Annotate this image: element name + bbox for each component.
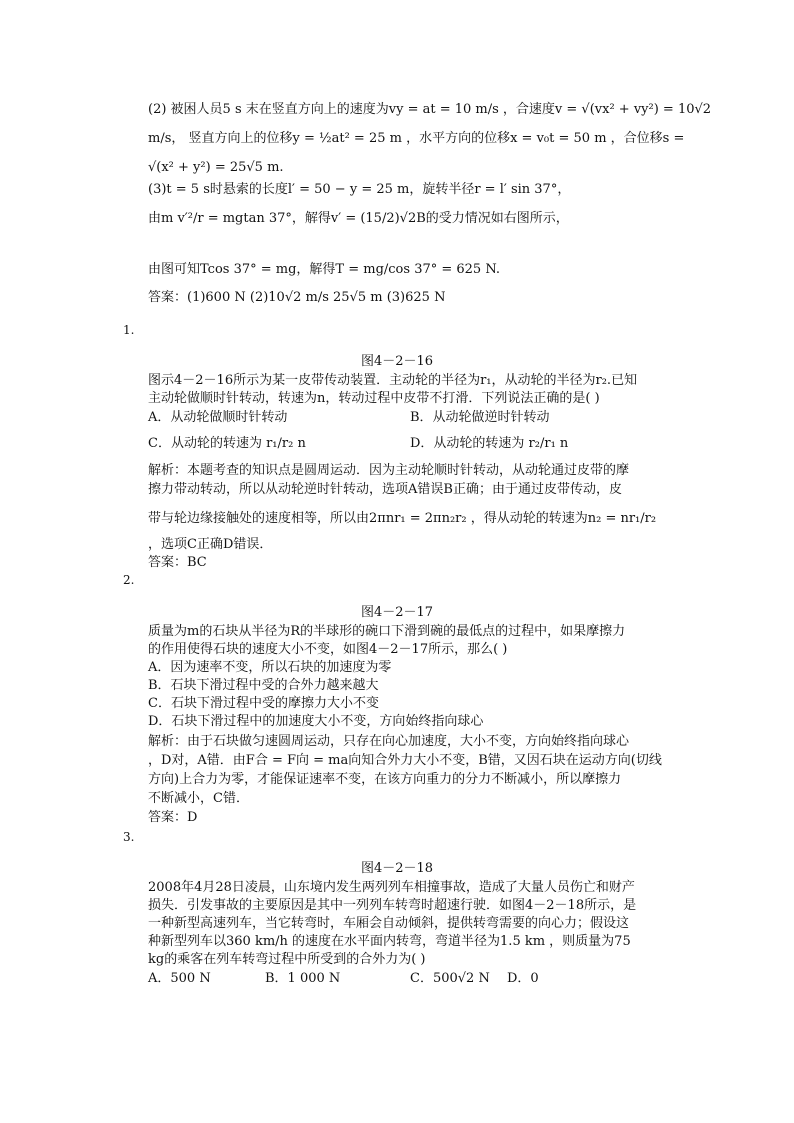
question-text: 的作用使得石块的速度大小不变，如图4－2－17所示，那么( ): [148, 642, 508, 657]
option-b: B．从动轮做逆时针转动: [410, 410, 550, 425]
option-c: C．从动轮的转速为 r₁/r₂ n: [148, 436, 306, 451]
question-number: 2.: [123, 573, 135, 587]
solution-line: (3)t = 5 s时悬索的长度l′ = 50 − y = 25 m，旋转半径r = l′ sin 37°，: [148, 182, 571, 197]
option-c: C．500√2 N: [410, 971, 490, 986]
solution-line: √(x² + y²) = 25√5 m.: [148, 160, 284, 175]
option-d: D．从动轮的转速为 r₂/r₁ n: [410, 436, 569, 451]
solution-line: 解析：由于石块做匀速圆周运动，只存在向心加速度，大小不变，方向始终指向球心: [148, 734, 630, 749]
solution-line: ，选项C正确D错误．: [148, 537, 273, 552]
question-number: 3.: [123, 830, 135, 844]
answer-line: 答案：D: [148, 810, 198, 825]
solution-line: 不断减小，C错．: [148, 791, 249, 806]
solution-line: 擦力带动转动，所以从动轮逆时针转动，选项A错误B正确；由于通过皮带传动，皮: [148, 482, 622, 497]
answer-line: 答案：(1)600 N (2)10√2 m/s 25√5 m (3)625 N: [148, 290, 446, 305]
option-b: B．石块下滑过程中受的合外力越来越大: [148, 678, 379, 693]
solution-line: ，D对，A错．由F合 = F向 = ma向知合外力大小不变，B错，又因石块在运动方向(切线: [148, 753, 662, 768]
question-text: 主动轮做顺时针转动，转速为n，转动过程中皮带不打滑．下列说法正确的是( ): [148, 391, 600, 406]
question-text: 一种新型高速列车，当它转弯时，车厢会自动倾斜，提供转弯需要的向心力；假设这: [148, 916, 630, 931]
solution-line: 解析：本题考查的知识点是圆周运动．因为主动轮顺时针转动，从动轮通过皮带的摩: [148, 463, 630, 478]
solution-line: 由图可知Tcos 37° = mg，解得T = mg/cos 37° = 625 N.: [148, 262, 501, 277]
figure-caption: 图4－2－18: [360, 861, 434, 876]
question-number: 1.: [123, 323, 135, 337]
option-d: D．0: [507, 971, 539, 986]
option-a: A．500 N: [148, 971, 211, 986]
solution-line: (2) 被困人员5 s 末在竖直方向上的速度为vy = at = 10 m/s ，合速度v = √(vx² + vy²) = 10√2: [148, 102, 712, 117]
option-a: A．从动轮做顺时针转动: [148, 410, 288, 425]
solution-line: 方向)上合力为零，才能保证速率不变，在该方向重力的分力不断减小，所以摩擦力: [148, 772, 622, 787]
solution-line: m/s， 竖直方向上的位移y = ½at² = 25 m ，水平方向的位移x = v₀t = 50 m ，合位移s =: [148, 131, 685, 146]
option-c: C．石块下滑过程中受的摩擦力大小不变: [148, 696, 379, 711]
question-text: 种新型列车以360 km/h 的速度在水平面内转弯，弯道半径为1.5 km ，则质量为75: [148, 934, 631, 949]
option-a: A．因为速率不变，所以石块的加速度为零: [148, 660, 392, 675]
solution-line: 由m v′²/r = mgtan 37°，解得v′ = (15/2)√2B的受力情况如右图所示，: [148, 211, 569, 226]
option-d: D．石块下滑过程中的加速度大小不变，方向始终指向球心: [148, 714, 484, 729]
question-text: 2008年4月28日凌晨，山东境内发生两列列车相撞事故，造成了大量人员伤亡和财产: [148, 880, 635, 895]
question-text: kg的乘客在列车转弯过程中所受到的合外力为( ): [148, 952, 426, 967]
figure-caption: 图4－2－17: [360, 605, 434, 620]
figure-caption: 图4－2－16: [360, 354, 434, 369]
option-b: B．1 000 N: [265, 971, 341, 986]
question-text: 质量为m的石块从半径为R的半球形的碗口下滑到碗的最低点的过程中，如果摩擦力: [148, 624, 626, 639]
question-text: 图示4－2－16所示为某一皮带传动装置．主动轮的半径为r₁，从动轮的半径为r₂.已知: [148, 373, 638, 388]
answer-line: 答案：BC: [148, 555, 207, 570]
solution-line: 带与轮边缘接触处的速度相等，所以由2πnr₁ = 2πn₂r₂ ，得从动轮的转速为n₂ = nr₁/r₂: [148, 511, 657, 526]
question-text: 损失．引发事故的主要原因是其中一列列车转弯时超速行驶．如图4－2－18所示，是: [148, 898, 637, 913]
